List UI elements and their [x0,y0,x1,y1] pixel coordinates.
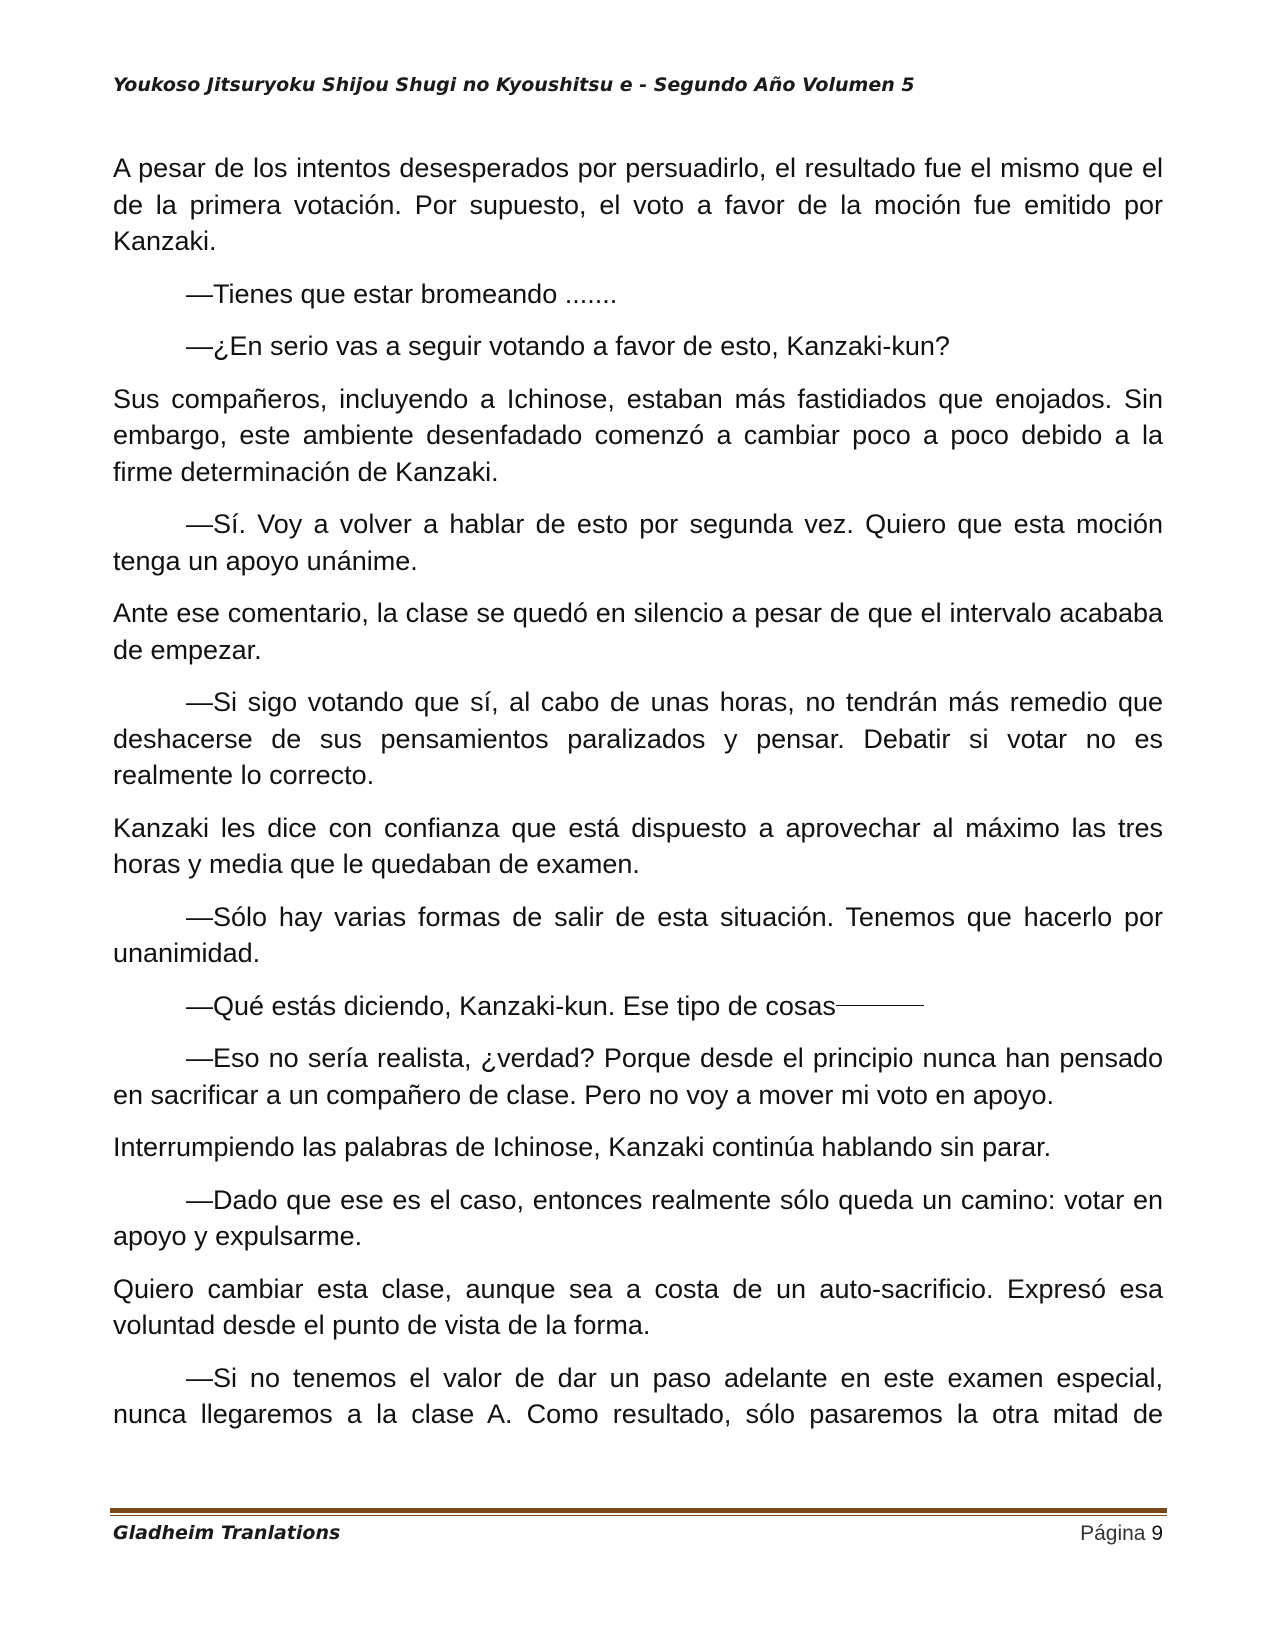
paragraph-text: —Si sigo votando que sí, al cabo de unas horas, no tendrán más remedio que deshacerse de sus pensamientos paralizados y pensar. Debatir si votar no es realmente lo correcto. [113,687,1163,790]
page-number [1080,1522,1163,1546]
footer-credit: Gladheim Tranlations [113,1522,341,1544]
paragraph-text: —Qué estás diciendo, Kanzaki-kun. Ese tipo de cosas [186,990,836,1021]
dialog-paragraph [113,1360,1163,1433]
paragraph-text: —Dado que ese es el caso, entonces realmente sólo queda un camino: votar en apoyo y expulsarme. [113,1184,1163,1251]
dialog-paragraph [113,506,1163,579]
paragraph-text: Interrumpiendo las palabras de Ichinose, Kanzaki continúa hablando sin parar. [113,1132,1052,1162]
dialog-paragraph [113,899,1163,972]
dialog-paragraph [113,1182,1163,1255]
paragraph-text: —Sólo hay varias formas de salir de esta situación. Tenemos que hacerlo por unanimidad. [113,901,1163,968]
narration-paragraph [113,595,1163,668]
page-label: Página [1080,1522,1146,1545]
dialog-paragraph [113,684,1163,794]
paragraph-text: —Si no tenemos el valor de dar un paso adelante en este examen especial, nunca llegaremos a la clase A. Como resultado, sólo pasaremos la otra mitad de [113,1362,1163,1429]
document-body [113,150,1163,1433]
paragraph-text: —Eso no sería realista, ¿verdad? Porque desde el principio nunca han pensado en sacrificar a un compañero de clase. Pero no voy a mover mi voto en apoyo. [113,1043,1163,1110]
paragraph-text: —¿En serio vas a seguir votando a favor de esto, Kanzaki-kun? [186,331,950,361]
footer-divider [110,1508,1167,1516]
dialog-paragraph [113,328,1163,365]
page-header-title: Youkoso Jitsuryoku Shijou Shugi no Kyoushitsu e - Segundo Año Volumen 5 [113,74,915,96]
paragraph-text: Ante ese comentario, la clase se quedó en silencio a pesar de que el intervalo acababa de empezar. [113,598,1163,665]
dialog-paragraph [113,276,1163,313]
paragraph-text: Sus compañeros, incluyendo a Ichinose, estaban más fastidiados que enojados. Sin embargo, este ambiente desenfadado comenzó a cambiar poco a poco debido a la firme determinación de Kanzaki. [113,383,1163,487]
dialog-paragraph [113,1040,1163,1113]
paragraph-text: Kanzaki les dice con confianza que está dispuesto a aprovechar al máximo las tres horas y media que le quedaban de examen. [113,812,1163,879]
narration-paragraph [113,381,1163,491]
paragraph-text: Quiero cambiar esta clase, aunque sea a costa de un auto-sacrificio. Expresó esa voluntad desde el punto de vista de la forma. [113,1273,1163,1340]
page-number-value: 9 [1151,1522,1163,1545]
paragraph-text: —Tienes que estar bromeando ....... [186,278,618,309]
narration-paragraph [113,1129,1163,1166]
dialog-paragraph [113,988,1163,1025]
narration-paragraph [113,150,1163,260]
em-dash-line [836,1005,924,1006]
paragraph-text: A pesar de los intentos desesperados por persuadirlo, el resultado fue el mismo que el de la primera votación. Por supuesto, el voto a favor de la moción fue emitido por Kanzaki. [113,153,1163,256]
narration-paragraph [113,810,1163,883]
paragraph-text: —Sí. Voy a volver a hablar de esto por segunda vez. Quiero que esta moción tenga un apoyo unánime. [113,509,1163,576]
narration-paragraph [113,1271,1163,1344]
